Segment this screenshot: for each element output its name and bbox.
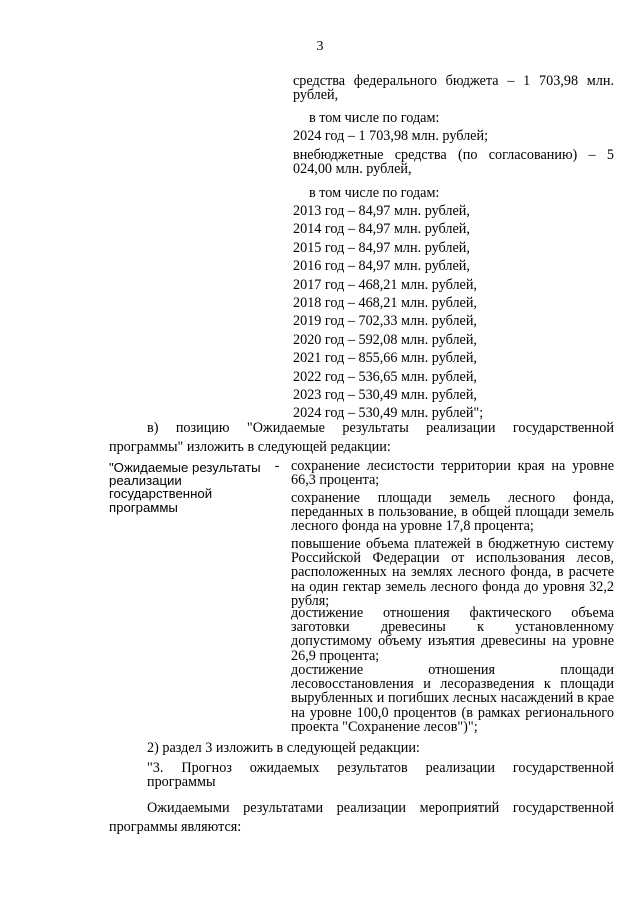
- year-line: 2023 год – 530,49 млн. рублей,: [293, 386, 477, 403]
- results-item: повышение объема платежей в бюджетную систему Российской Федерации от использования лесов, расположенных на землях лесного фонда, в расчете на один гектар земель лесного фонда до уровня 32,2 рубля;: [291, 536, 614, 609]
- year-line: 2018 год – 468,21 млн. рублей,: [293, 294, 477, 311]
- year-list: [293, 204, 614, 425]
- year-line: 2019 год – 702,33 млн. рублей,: [293, 313, 477, 330]
- section-3-intro-line1: Ожидаемыми результатами реализации мероприятий государственной: [147, 800, 614, 816]
- results-dash: -: [274, 458, 280, 474]
- year-line: 2017 год – 468,21 млн. рублей,: [293, 276, 477, 293]
- year-line: 2013 год – 84,97 млн. рублей,: [293, 203, 470, 219]
- section-3-intro-line2: программы являются:: [109, 819, 242, 835]
- results-item: сохранение лесистости территории края на уровне 66,3 процента;: [291, 458, 614, 489]
- item-2-text: 2) раздел 3 изложить в следующей редакции:: [147, 740, 420, 756]
- federal-budget-text: средства федерального бюджета – 1 703,98 млн. рублей,: [293, 73, 614, 104]
- by-years-label-1: в том числе по годам:: [309, 110, 440, 126]
- year-line: 2024 год – 530,49 млн. рублей";: [293, 405, 484, 422]
- year-line: 2014 год – 84,97 млн. рублей,: [293, 221, 470, 238]
- year-line: 2021 год – 855,66 млн. рублей,: [293, 350, 477, 367]
- section-3-title: "3. Прогноз ожидаемых результатов реализации государственной программы: [147, 760, 614, 791]
- year-line: 2022 год – 536,65 млн. рублей,: [293, 368, 477, 385]
- results-item: достижение отношения фактического объема заготовки древесины к установленному допустимому объему изъятия древесины на уровне 26,9 процента;: [291, 605, 614, 664]
- extrabudgetary-text: внебюджетные средства (по согласованию) – 5 024,00 млн. рублей,: [293, 147, 614, 178]
- item-v-line1: в) позицию "Ожидаемые результаты реализации государственной: [147, 420, 614, 436]
- page-number: 3: [316, 39, 324, 54]
- results-label: "Ожидаемые результаты реализации государственной программы: [109, 460, 261, 515]
- year-line: 2016 год – 84,97 млн. рублей,: [293, 258, 470, 275]
- year-line: 2020 год – 592,08 млн. рублей,: [293, 331, 477, 348]
- results-item: сохранение площади земель лесного фонда, переданных в пользование, в общей площади земель лесного фонда на уровне 17,8 процента;: [291, 490, 614, 535]
- item-v-line2: программы" изложить в следующей редакции:: [109, 439, 391, 455]
- results-item: достижение отношения площади лесовосстановления и лесоразведения к площади вырубленных и погибших лесных насаждений в крае на уровне 100,0 процентов (в рамках регионального проекта "Сохранение лесов")";: [291, 662, 614, 735]
- by-years-label-2: в том числе по годам:: [309, 185, 440, 201]
- year-line: 2015 год – 84,97 млн. рублей,: [293, 239, 470, 256]
- year-2024-federal: 2024 год – 1 703,98 млн. рублей;: [293, 128, 489, 144]
